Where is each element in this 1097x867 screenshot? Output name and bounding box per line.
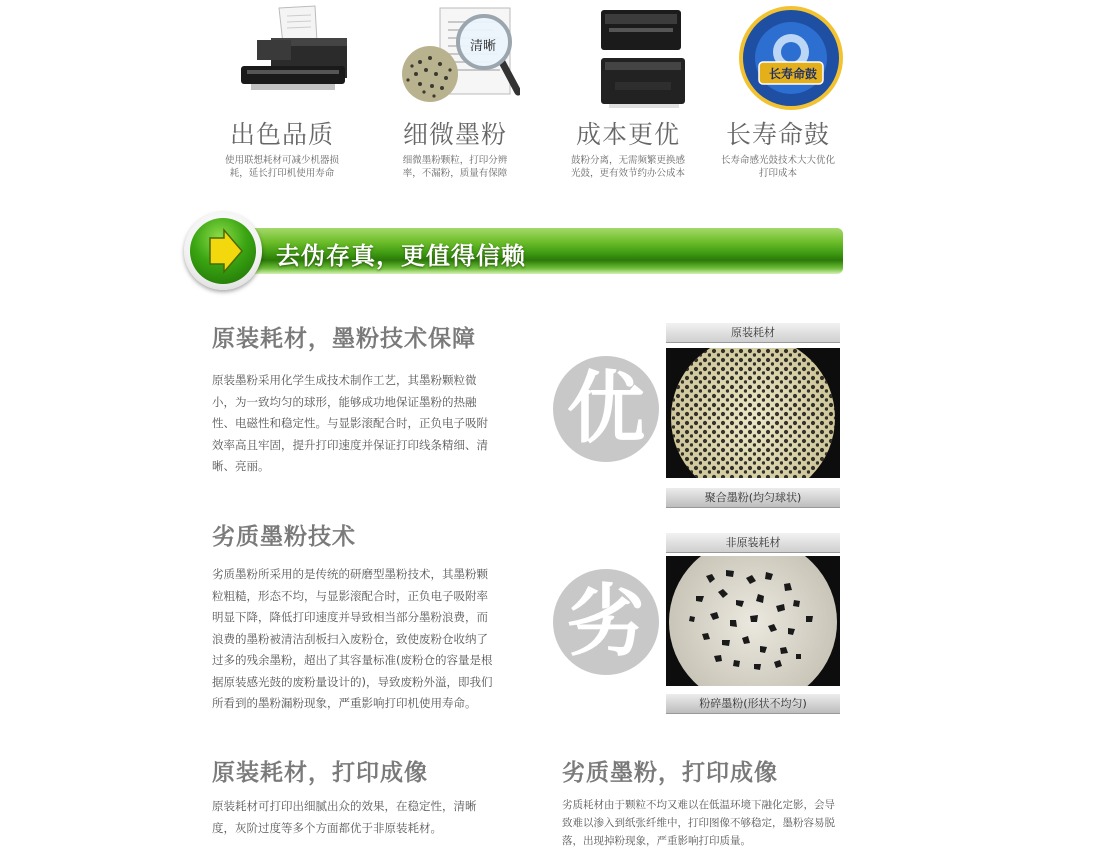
feature-title: 长寿命鼓 (725, 120, 830, 149)
feature-description: 使用联想耗材可减少机器损耗，延长打印机使用寿命 (224, 155, 339, 179)
magnifier-icon (390, 0, 520, 112)
printer-icon (217, 0, 347, 112)
toner-cartridge-icon (563, 0, 693, 112)
badge-bad: 劣 (553, 569, 659, 675)
section-title-original-print: 原装耗材，打印成像 (212, 760, 428, 786)
caption-crushed-toner: 粉碎墨粉(形状不均匀) (666, 694, 840, 714)
feature-title: 成本更优 (575, 120, 680, 149)
feature-description: 细微墨粉颗粒，打印分辨率，不漏粉，质量有保障 (402, 155, 508, 179)
paragraph-inferior-print: 劣质耗材由于颗粒不均又难以在低温环境下融化定影，会导致难以渗入到纸张纤维中，打印图像不够稳定，墨粉容易脱落，出现掉粉现象，严重影响打印质量。 (562, 799, 835, 847)
feature-title: 出色品质 (229, 120, 334, 149)
badge-good: 优 (553, 356, 659, 462)
caption-non-original-materials: 非原装耗材 (666, 533, 840, 553)
microscope-image-good (666, 348, 840, 478)
feature-quality (202, 0, 362, 180)
drum-badge-icon (713, 0, 843, 112)
section-title-inferior-toner: 劣质墨粉技术 (212, 524, 356, 550)
section-title-inferior-print: 劣质墨粉，打印成像 (562, 760, 778, 786)
section-title-original-toner: 原装耗材，墨粉技术保障 (212, 326, 476, 352)
banner-title: 去伪存真，更值得信赖 (276, 242, 526, 270)
banner-emblem (184, 212, 262, 290)
feature-long-life-drum (698, 0, 858, 180)
paragraph-original-toner: 原装墨粉采用化学生成技术制作工艺，其墨粉颗粒微小，为一致均匀的球形，能够成功地保证墨粉的热融性、电磁性和稳定性。与显影滚配合时，正负电子吸附效率高且牢固，提升打印速度并保证打印线条精细、清晰、亮丽。 (212, 373, 488, 473)
badge-label: 长寿命鼓 (768, 67, 817, 81)
lens-label: 清晰 (470, 39, 497, 54)
feature-fine-toner (375, 0, 535, 180)
caption-polymer-toner: 聚合墨粉(均匀球状) (666, 488, 840, 508)
caption-original-materials: 原装耗材 (666, 323, 840, 343)
feature-description: 长寿命感光鼓技术大大优化打印成本 (720, 155, 835, 179)
arrow-right-icon (190, 218, 256, 284)
feature-cost (548, 0, 708, 180)
paragraph-original-print: 原装耗材可打印出细腻出众的效果，在稳定性，清晰度，灰阶过度等多个方面都优于非原装耗材。 (212, 799, 477, 835)
paragraph-inferior-toner: 劣质墨粉所采用的是传统的研磨型墨粉技术，其墨粉颗粒粗糙，形态不均，与显影滚配合时，正负电子吸附率明显下降，降低打印速度并导致相当部分墨粉浪费，而浪费的墨粉被清洁刮板扫入废粉仓，致使废粉仓收纳了过多的残余墨粉，超出了其容量标准(废粉仓的容量是根据原装感光鼓的废粉量设计的)，导致废粉外溢，即我们所看到的墨粉漏粉现象，严重影响打印机使用寿命。 (212, 567, 493, 710)
feature-description: 鼓粉分离，无需频繁更换感光鼓，更有效节约办公成本 (570, 155, 685, 179)
microscope-image-bad (666, 556, 840, 686)
feature-title: 细微墨粉 (402, 120, 507, 149)
